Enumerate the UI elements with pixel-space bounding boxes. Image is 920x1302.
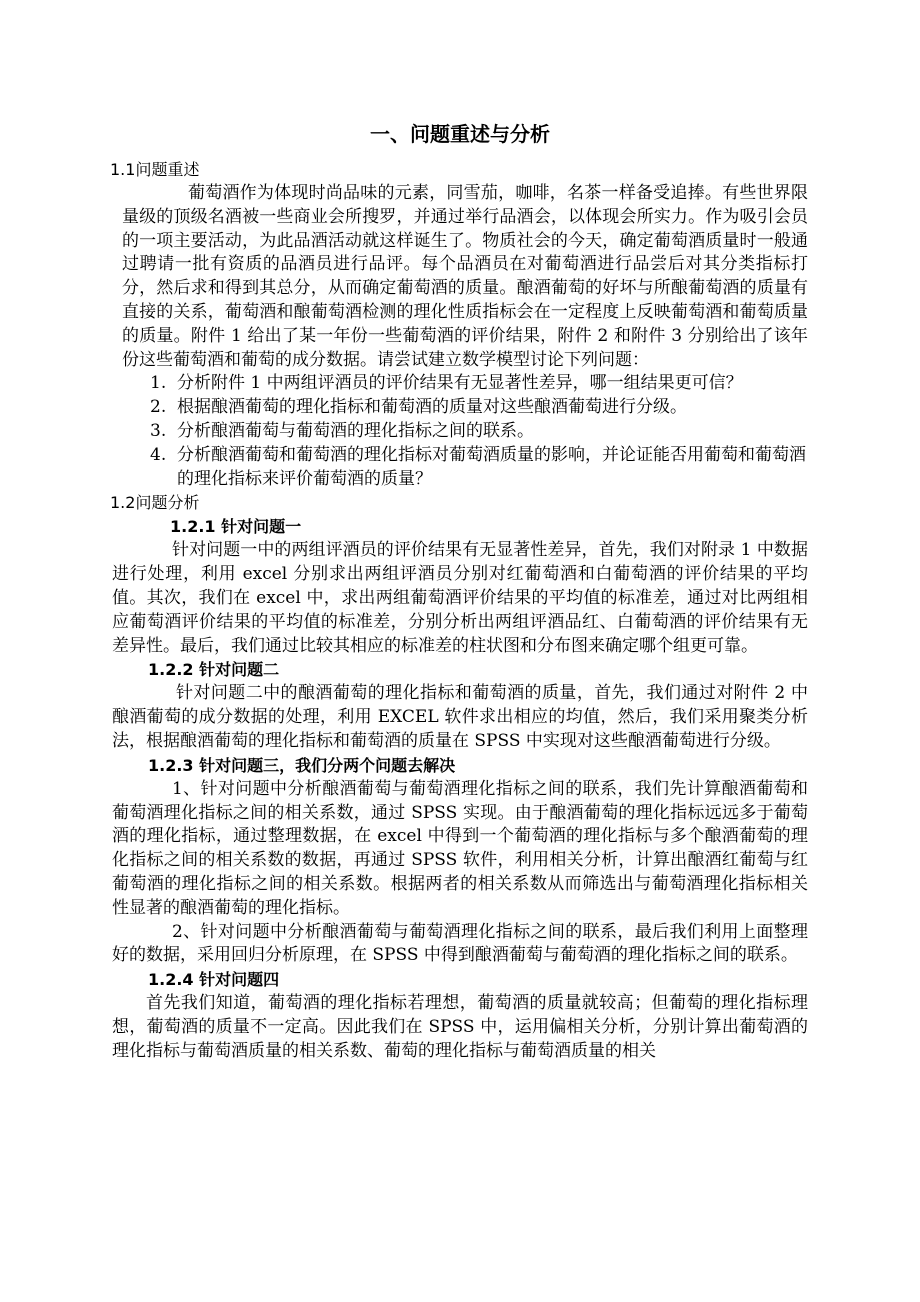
subsection-1-2-4-heading: 1.2.4 针对问题四 [148,970,280,990]
section-1-1-content [112,182,808,491]
document-body [112,158,808,1064]
question-text: 根据酿酒葡萄的理化指标和葡萄酒的质量对这些酿酒葡萄进行分级。 [177,397,687,418]
question-text: 分析酿酒葡萄和葡萄酒的理化指标对葡萄酒质量的影响，并论证能否用葡萄和葡萄酒的理化指标来评价葡萄酒的质量？ [177,444,806,489]
problem-statement-paragraph: 葡萄酒作为体现时尚品味的元素，同雪茄，咖啡，名茶一样备受追捧。有些世界限量级的顶级名酒被一些商业会所搜罗，并通过举行品酒会，以体现会所实力。作为吸引会员的一项主要活动，为此品酒活动就这样诞生了。物质社会的今天，确定葡萄酒质量时一般通过聘请一批有资质的品酒员进行品评。每个品酒员在对葡萄酒进行品尝后对其分类指标打分，然后求和得到其总分，从而确定葡萄酒的质量。酿酒葡萄的好坏与所酿葡萄酒的质量有直接的关系，葡萄酒和酿葡萄酒检测的理化性质指标会在一定程度上反映葡萄酒和葡萄质量的质量。附件 1 给出了某一年份一些葡萄酒的评价结果，附件 2 和附件 3 分别给出了该年份这些葡萄酒和葡萄的成分数据。请尝试建立数学模型讨论下列问题： [122,183,808,370]
subsection-1-2-2-paragraph: 针对问题二中的酿酒葡萄的理化指标和葡萄酒的质量，首先，我们通过对附件 2 中酿酒葡萄的成分数据的处理，利用 EXCEL 软件求出相应的均值，然后，我们采用聚类分析法，根据酿酒葡萄的理化指标和葡萄酒的质量在 SPSS 中实现对这些酿酒葡萄进行分级。 [112,683,808,751]
question-item [122,444,808,492]
question-item [122,372,808,396]
question-number: 1. [150,373,167,394]
subsection-1-2-3-paragraph-2: 2、针对问题中分析酿酒葡萄与葡萄酒理化指标之间的联系，最后我们利用上面整理好的数据，采用回归分析原理，在 SPSS 中得到酿酒葡萄与葡萄酒的理化指标之间的联系。 [112,921,808,966]
question-number: 2. [150,397,167,418]
question-list [122,372,808,491]
subsection-1-2-3-paragraph-1: 1、针对问题中分析酿酒葡萄与葡萄酒理化指标之间的联系，我们先计算酿酒葡萄和葡萄酒理化指标之间的相关系数，通过 SPSS 实现。由于酿酒葡萄的理化指标远远多于葡萄酒的理化指标，通过整理数据，在 excel 中得到一个葡萄酒的理化指标与多个酿酒葡萄的理化指标之间的相关系数的数据，再通过 SPSS 软件，利用相关分析，计算出酿酒红葡萄与红葡萄酒的理化指标之间的相关系数。根据两者的相关系数从而筛选出与葡萄酒理化指标相关性显著的酿酒葡萄的理化指标。 [112,778,808,918]
subsection-1-2-1-paragraph: 针对问题一中的两组评酒员的评价结果有无显著性差异，首先，我们对附录 1 中数据进行处理，利用 excel 分别求出两组评酒员分别对红葡萄酒和白葡萄酒的评价结果的平均值。其次，我们在 excel 中，求出两组葡萄酒评价结果的平均值的标准差，通过对比两组相应葡萄酒评价结果的平均值的标准差，分别分析出两组评酒品红、白葡萄酒的评价结果有无差异性。最后，我们通过比较其相应的标准差的柱状图和分布图来确定哪个组更可靠。 [112,540,808,656]
question-number: 3. [150,420,167,441]
question-number: 4. [150,444,167,465]
section-1-1-heading: 1.1问题重述 [110,160,200,179]
question-text: 分析附件 1 中两组评酒员的评价结果有无显著性差异，哪一组结果更可信？ [177,373,743,394]
question-text: 分析酿酒葡萄与葡萄酒的理化指标之间的联系。 [177,420,534,441]
question-item [122,420,808,444]
subsection-1-2-3-heading: 1.2.3 针对问题三，我们分两个问题去解决 [148,755,456,775]
chapter-heading: 一、问题重述与分析 [370,122,550,146]
subsection-1-2-4-paragraph: 首先我们知道，葡萄酒的理化指标若理想，葡萄酒的质量就较高；但葡萄的理化指标理想，葡萄酒的质量不一定高。因此我们在 SPSS 中，运用偏相关分析，分别计算出葡萄酒的理化指标与葡萄酒质量的相关系数、葡萄的理化指标与葡萄酒质量的相关 [112,993,808,1061]
subsection-1-2-2-heading: 1.2.2 针对问题二 [148,660,280,680]
section-1-2-heading: 1.2问题分析 [110,493,200,513]
subsection-1-2-1-heading: 1.2.1 针对问题一 [170,517,302,537]
question-item [122,396,808,420]
